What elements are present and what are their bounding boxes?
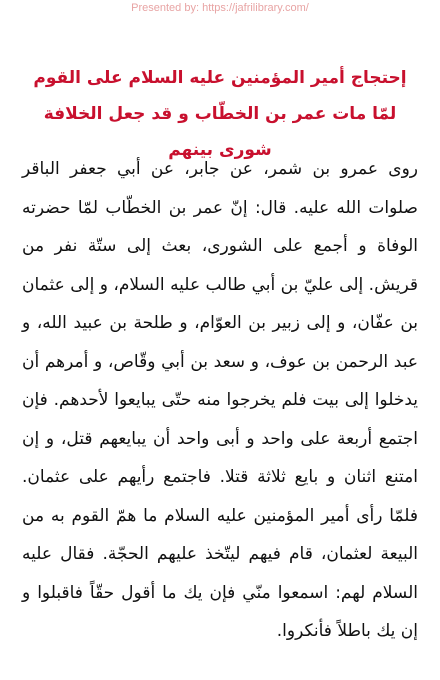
section-title: إحتجاج أمير المؤمنين عليه السلام على القوم لمّا مات عمر بن الخطّاب و قد جعل الخلافة شورى بينهم [33, 68, 407, 160]
body-text: روى عمرو بن شمر، عن جابر، عن أبي جعفر الباقر صلوات الله عليه. قال: إنّ عمر بن الخطّاب لمّا حضرته الوفاة و أجمع على الشورى، بعث إلى ستّة نفر من قريش. إلى عليّ بن أبي طالب عليه السلام، و إلى عثمان بن عفّان، و إلى زبير بن العوّام، و طلحة بن عبيد الله، و عبد الرحمن بن عوف، و سعد بن أبي وقّاص، و أمرهم أن يدخلوا إلى بيت فلم يخرجوا منه حتّى يبايعوا لأحدهم. فإن اجتمع أربعة على واحد و أبى واحد أن يبايعهم قتل، و إن امتنع اثنان و بايع ثلاثة قتلا. فاجتمع رأيهم على عثمان. فلمّا رأى أمير المؤمنين عليه السلام ما همّ القوم به من البيعة لعثمان، قام فيهم ليتّخذ عليهم الحجّة. فقال عليه السلام لهم: اسمعوا منّي فإن يك ما أقول حقّاً فاقبلوا و إن يك باطلاً فأنكروا. [22, 159, 418, 641]
watermark-text: Presented by: https://jafrilibrary.com/ [131, 2, 309, 14]
